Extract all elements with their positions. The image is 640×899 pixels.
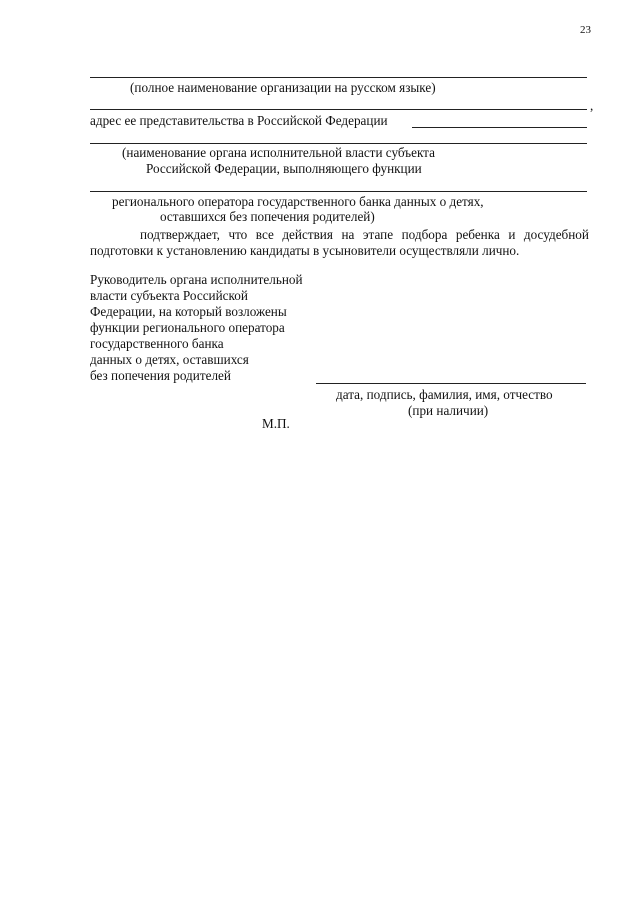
confirm-word: на (341, 227, 355, 242)
head-line-5: государственного банка (90, 336, 224, 351)
head-line-1: Руководитель органа исполнительной (90, 272, 303, 287)
org-name-caption: (полное наименование организации на русском языке) (130, 80, 436, 95)
confirm-word: и (508, 227, 516, 242)
confirm-word: ребенка (455, 227, 500, 242)
confirm-word: все (255, 227, 274, 242)
confirm-word: подбора (401, 227, 448, 242)
confirm-word: досудебной (523, 227, 589, 242)
head-line-6: данных о детях, оставшихся (90, 352, 249, 367)
page-number: 23 (580, 24, 591, 36)
org-name-line (90, 77, 587, 78)
blank-line-3 (90, 143, 587, 144)
address-label: адрес ее представительства в Российской Федерации (90, 113, 388, 128)
head-line-7: без попечения родителей (90, 368, 231, 383)
blank-line-4 (90, 191, 587, 192)
authority-caption-1: (наименование органа исполнительной власти субъекта (122, 145, 435, 160)
signature-caption-1: дата, подпись, фамилия, имя, отчество (336, 387, 553, 402)
confirm-word: подтверждает, (140, 227, 220, 242)
authority-caption-4: оставшихся без попечения родителей) (160, 209, 375, 224)
address-line (412, 127, 587, 128)
confirm-line-1 (140, 227, 589, 243)
authority-caption-3: регионального оператора государственного банка данных о детях, (112, 194, 484, 209)
trailing-comma: , (590, 98, 594, 113)
head-line-2: власти субъекта Российской (90, 288, 248, 303)
confirm-word: действия (282, 227, 333, 242)
confirm-word: этапе (362, 227, 394, 242)
head-line-3: Федерации, на который возложены (90, 304, 287, 319)
stamp-mark: М.П. (262, 416, 290, 431)
authority-caption-2: Российской Федерации, выполняющего функции (146, 161, 422, 176)
blank-line-2 (90, 109, 587, 110)
signature-line (316, 383, 586, 384)
signature-caption-2: (при наличии) (408, 403, 489, 418)
confirm-word: что (228, 227, 248, 242)
confirm-line-2: подготовки к установлению кандидаты в усыновители осуществляли лично. (90, 243, 520, 258)
head-line-4: функции регионального оператора (90, 320, 285, 335)
